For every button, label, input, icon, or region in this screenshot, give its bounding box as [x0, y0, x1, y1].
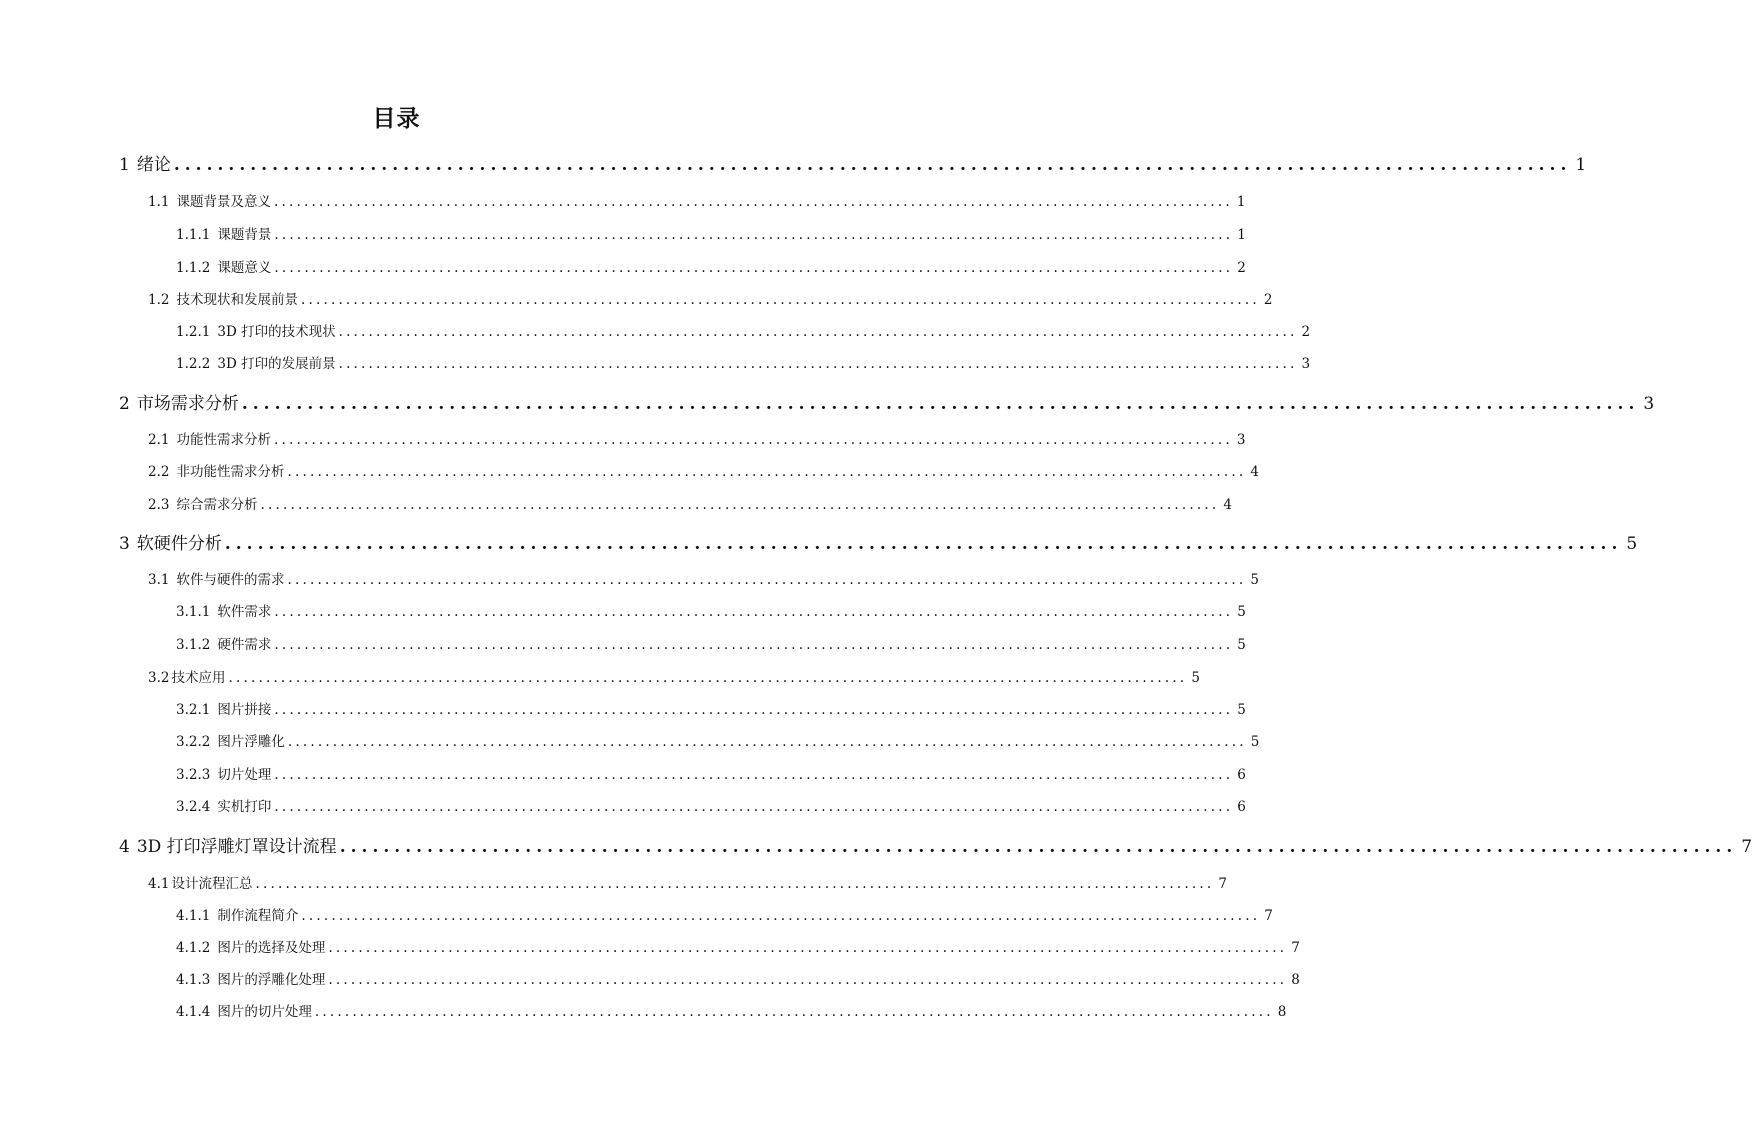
- toc-leader-dots: ................................................................................................................................: [328, 972, 1288, 988]
- toc-title: 软硬件分析: [136, 534, 222, 554]
- toc-number: 1.2: [148, 292, 170, 308]
- toc-subsection-1-1-2[interactable]: [176, 256, 1246, 276]
- toc-leader-dots: ................................................................................................................................: [287, 572, 1247, 588]
- toc-section-2-1[interactable]: [148, 428, 1246, 448]
- toc-number: 4.1.1: [176, 908, 211, 924]
- toc-leader-dots: ................................................................................................................................: [273, 432, 1233, 448]
- toc-page-number: 3: [1643, 394, 1655, 414]
- toc-section-3-2[interactable]: [148, 666, 1200, 686]
- toc-number: 1.1.2: [176, 260, 211, 276]
- toc-title: 图片的浮雕化处理: [217, 972, 326, 988]
- toc-leader-dots: ................................................................................................................................: [338, 356, 1298, 372]
- toc-title: 实机打印: [217, 799, 272, 815]
- page-title: 目录: [372, 106, 421, 132]
- toc-number: 3.2: [148, 670, 170, 686]
- toc-leader-dots: ................................................................................................................................: [274, 637, 1234, 653]
- toc-title: 功能性需求分析: [176, 432, 271, 448]
- toc-leader-dots: ................................................................................................................................: [300, 292, 1260, 308]
- toc-title: 课题意义: [217, 260, 272, 276]
- toc-subsection-1-2-2[interactable]: [176, 352, 1311, 372]
- toc-title: 设计流程汇总: [171, 876, 253, 892]
- toc-subsection-4-1-2[interactable]: [176, 936, 1300, 956]
- toc-page-number: 5: [1237, 637, 1246, 653]
- toc-page-number: 1: [1237, 227, 1246, 243]
- toc-leader-dots: ................................................................................................................................: [224, 534, 1623, 554]
- toc-number: 4: [119, 837, 130, 857]
- toc-section-2-2[interactable]: [148, 460, 1259, 480]
- toc-page-number: 1: [1575, 155, 1587, 175]
- toc-title: 课题背景及意义: [176, 194, 271, 210]
- toc-number: 3.2.1: [176, 702, 211, 718]
- toc-number: 4.1: [148, 876, 170, 892]
- toc-page-number: 8: [1277, 1004, 1287, 1020]
- toc-subsection-3-1-1[interactable]: [176, 600, 1246, 620]
- toc-title: 3D 打印的技术现状: [217, 324, 336, 340]
- toc-number: 3.1: [148, 572, 170, 588]
- toc-page-number: 7: [1291, 940, 1300, 956]
- toc-page-number: 5: [1237, 702, 1246, 718]
- toc-leader-dots: ................................................................................................................................: [274, 227, 1234, 243]
- toc-subsection-3-2-2[interactable]: [176, 730, 1260, 750]
- toc-number: 2.1: [148, 432, 170, 448]
- toc-number: 1.2.1: [176, 324, 211, 340]
- toc-subsection-4-1-1[interactable]: [176, 904, 1273, 924]
- toc-number: 1: [119, 155, 130, 175]
- toc-page-number: 8: [1291, 972, 1300, 988]
- toc-leader-dots: ................................................................................................................................: [274, 767, 1234, 783]
- toc-subsection-4-1-3[interactable]: [176, 968, 1300, 988]
- toc-number: 2.3: [148, 497, 170, 513]
- toc-chapter-4[interactable]: [119, 832, 1752, 857]
- toc-title: 课题背景: [217, 227, 272, 243]
- toc-subsection-4-1-4[interactable]: [176, 1000, 1287, 1020]
- toc-page-number: 7: [1741, 837, 1752, 857]
- toc-section-1-1[interactable]: [148, 190, 1246, 210]
- toc-title: 图片的切片处理: [217, 1004, 312, 1020]
- toc-title: 非功能性需求分析: [176, 464, 285, 480]
- toc-page-number: 6: [1237, 767, 1246, 783]
- toc-leader-dots: ................................................................................................................................: [274, 604, 1234, 620]
- toc-number: 3.1.1: [176, 604, 211, 620]
- toc-page-number: 4: [1250, 464, 1259, 480]
- toc-section-1-2[interactable]: [148, 288, 1273, 308]
- toc-chapter-1[interactable]: [119, 150, 1587, 175]
- toc-title: 3D 打印浮雕灯罩设计流程: [136, 837, 337, 857]
- toc-title: 图片的选择及处理: [217, 940, 326, 956]
- toc-title: 硬件需求: [217, 637, 272, 653]
- toc-subsection-3-2-3[interactable]: [176, 763, 1246, 783]
- toc-page-number: 4: [1223, 497, 1232, 513]
- toc-page-number: 5: [1237, 604, 1246, 620]
- toc-subsection-1-2-1[interactable]: [176, 320, 1311, 340]
- toc-page-number: 3: [1301, 356, 1311, 372]
- toc-number: 3.2.4: [176, 799, 211, 815]
- toc-subsection-1-1-1[interactable]: [176, 223, 1246, 243]
- toc-leader-dots: ................................................................................................................................: [339, 837, 1738, 857]
- toc-number: 1.1.1: [176, 227, 211, 243]
- toc-leader-dots: ................................................................................................................................: [338, 324, 1298, 340]
- toc-section-2-3[interactable]: [148, 493, 1232, 513]
- toc-number: 2.2: [148, 464, 170, 480]
- toc-number: 3.2.2: [176, 734, 211, 750]
- toc-leader-dots: ................................................................................................................................: [301, 908, 1261, 924]
- toc-leader-dots: ................................................................................................................................: [274, 702, 1234, 718]
- toc-chapter-3[interactable]: [119, 529, 1638, 554]
- toc-page-number: 1: [1236, 194, 1246, 210]
- toc-number: 4.1.2: [176, 940, 211, 956]
- toc-subsection-3-1-2[interactable]: [176, 633, 1246, 653]
- toc-page-number: 5: [1191, 670, 1200, 686]
- toc-leader-dots: ................................................................................................................................: [274, 799, 1234, 815]
- toc-page-number: 2: [1237, 260, 1246, 276]
- toc-number: 1.1: [148, 194, 170, 210]
- toc-page-number: 5: [1250, 572, 1259, 588]
- toc-leader-dots: ................................................................................................................................: [241, 394, 1640, 414]
- toc-title: 综合需求分析: [176, 497, 258, 513]
- toc-subsection-3-2-1[interactable]: [176, 698, 1246, 718]
- toc-leader-dots: ................................................................................................................................: [274, 260, 1234, 276]
- toc-page-number: 7: [1218, 876, 1227, 892]
- toc-number: 4.1.4: [176, 1004, 211, 1020]
- toc-title: 技术应用: [171, 670, 226, 686]
- toc-leader-dots: ................................................................................................................................: [314, 1004, 1274, 1020]
- toc-chapter-2[interactable]: [119, 389, 1655, 414]
- toc-title: 图片浮雕化: [217, 734, 285, 750]
- toc-page-number: 5: [1250, 734, 1260, 750]
- toc-section-4-1[interactable]: [148, 872, 1227, 892]
- toc-title: 切片处理: [217, 767, 272, 783]
- toc-page-number: 7: [1264, 908, 1273, 924]
- toc-subsection-3-2-4[interactable]: [176, 795, 1246, 815]
- toc-leader-dots: ................................................................................................................................: [287, 734, 1247, 750]
- toc-leader-dots: ................................................................................................................................: [255, 876, 1215, 892]
- toc-number: 1.2.2: [176, 356, 211, 372]
- toc-number: 4.1.3: [176, 972, 211, 988]
- toc-leader-dots: ................................................................................................................................: [287, 464, 1247, 480]
- toc-title: 图片拼接: [217, 702, 272, 718]
- toc-page-number: 3: [1236, 432, 1246, 448]
- toc-number: 2: [119, 394, 130, 414]
- toc-page-number: 2: [1263, 292, 1273, 308]
- toc-leader-dots: ................................................................................................................................: [228, 670, 1188, 686]
- toc-number: 3.2.3: [176, 767, 211, 783]
- toc-page-number: 5: [1626, 534, 1638, 554]
- toc-leader-dots: ................................................................................................................................: [273, 194, 1233, 210]
- toc-title: 绪论: [136, 155, 171, 175]
- toc-page-number: 2: [1301, 324, 1311, 340]
- toc-number: 3.1.2: [176, 637, 211, 653]
- toc-leader-dots: ................................................................................................................................: [260, 497, 1220, 513]
- toc-section-3-1[interactable]: [148, 568, 1259, 588]
- toc-number: 3: [119, 534, 130, 554]
- toc-title: 制作流程简介: [217, 908, 299, 924]
- toc-leader-dots: ................................................................................................................................: [328, 940, 1288, 956]
- toc-title: 技术现状和发展前景: [176, 292, 298, 308]
- toc-title: 3D 打印的发展前景: [217, 356, 336, 372]
- toc-title: 软件需求: [217, 604, 272, 620]
- toc-page-number: 6: [1237, 799, 1246, 815]
- toc-leader-dots: ................................................................................................................................: [173, 155, 1572, 175]
- toc-title: 软件与硬件的需求: [176, 572, 285, 588]
- toc-title: 市场需求分析: [136, 394, 239, 414]
